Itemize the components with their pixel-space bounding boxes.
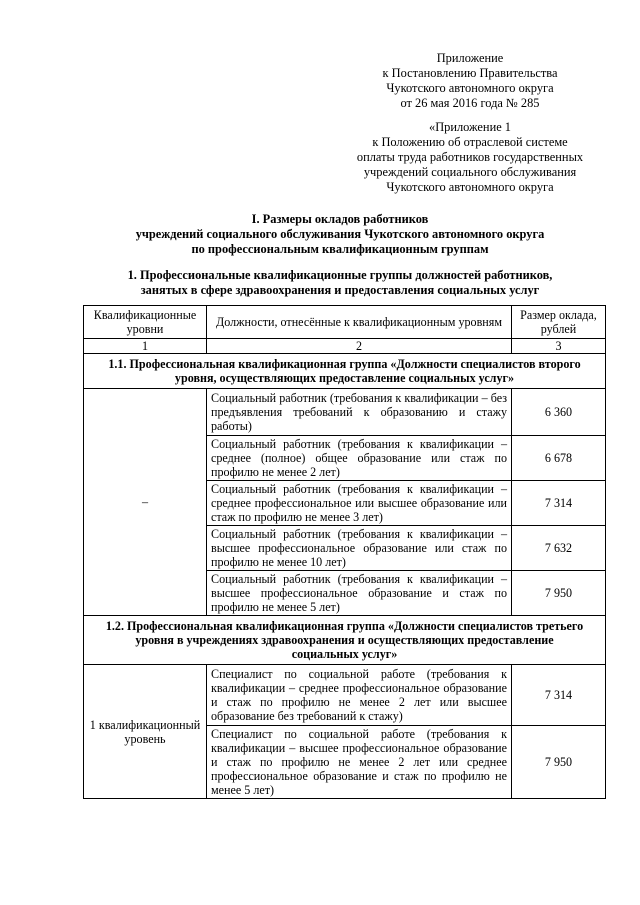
header-levels: Квалификационные уровни	[84, 306, 207, 339]
header-positions: Должности, отнесённые к квалификационным уровням	[207, 306, 512, 339]
table-header-row	[84, 306, 606, 339]
section-title-line: учреждений социального обслуживания Чукотского автономного округа	[135, 227, 545, 241]
appendix-header	[300, 51, 640, 111]
salary-table	[83, 305, 606, 799]
salary-cell: 7 950	[512, 571, 606, 616]
group-title-line: уровня в учреждениях здравоохранения и осуществляющих предоставление	[135, 633, 554, 647]
salary-cell: 7 314	[512, 481, 606, 526]
column-number: 2	[207, 339, 512, 354]
header-salary: Размер оклада, рублей	[512, 306, 606, 339]
position-cell: Специалист по социальной работе (требования к квалификации – высшее профессиональное образование и стаж по профилю не менее 2 лет или среднее профессиональное образование и стаж по профилю не менее 5 лет)	[207, 726, 512, 799]
group-title-row	[84, 354, 606, 389]
position-cell: Социальный работник (требования к квалификации – высшее профессиональное образование или стаж по профилю не менее 10 лет)	[207, 526, 512, 571]
group-title-line: уровня, осуществляющих предоставление социальных услуг»	[174, 371, 515, 385]
group-title-row	[84, 616, 606, 665]
subsection-title-line: занятых в сфере здравоохранения и предоставления социальных услуг	[140, 283, 540, 297]
group-1-level: –	[84, 389, 207, 616]
group-title-line: социальных услуг»	[291, 647, 398, 661]
position-cell: Специалист по социальной работе (требования к квалификации – среднее профессиональное образование и стаж по профилю не менее 2 лет или высшее образование без требований к стажу)	[207, 665, 512, 726]
appendix-subheader-line: оплаты труда работников государственных	[356, 150, 584, 164]
table-row	[84, 389, 606, 436]
position-cell: Социальный работник (требования к квалификации – среднее профессиональное или высшее образование или стаж по профилю не менее 3 лет)	[207, 481, 512, 526]
group-2-level: 1 квалификационный уровень	[84, 665, 207, 799]
salary-cell: 6 360	[512, 389, 606, 436]
appendix-header-line: Чукотского автономного округа	[386, 81, 554, 95]
appendix-subheader-line: учреждений социального обслуживания	[363, 165, 577, 179]
section-title	[60, 212, 620, 257]
salary-cell: 6 678	[512, 436, 606, 481]
position-cell: Социальный работник (требования к квалификации – без предъявления требований к образованию и стажу работы)	[207, 389, 512, 436]
appendix-header-line: Приложение	[436, 51, 504, 65]
subsection-title	[60, 268, 620, 298]
group-2-title	[84, 616, 606, 665]
appendix-header-line: от 26 мая 2016 года № 285	[400, 96, 540, 110]
section-title-line: I. Размеры окладов работников	[251, 212, 429, 226]
salary-cell: 7 950	[512, 726, 606, 799]
subsection-title-line: 1. Профессиональные квалификационные группы должностей работников,	[127, 268, 553, 282]
column-number: 3	[512, 339, 606, 354]
appendix-subheader-line: «Приложение 1	[429, 120, 511, 134]
position-cell: Социальный работник (требования к квалификации – высшее профессиональное образование и стаж по профилю не менее 5 лет)	[207, 571, 512, 616]
section-title-line: по профессиональным квалификационным группам	[191, 242, 489, 256]
group-title-line: 1.1. Профессиональная квалификационная группа «Должности специалистов второго	[108, 357, 581, 371]
salary-cell: 7 314	[512, 665, 606, 726]
group-1-title	[84, 354, 606, 389]
appendix-subheader-line: к Положению об отраслевой системе	[372, 135, 568, 149]
appendix-subheader-line: Чукотского автономного округа	[386, 180, 554, 194]
appendix-header-line: к Постановлению Правительства	[382, 66, 558, 80]
position-cell: Социальный работник (требования к квалификации – среднее (полное) общее образование или стаж по профилю не менее 2 лет)	[207, 436, 512, 481]
salary-cell: 7 632	[512, 526, 606, 571]
column-number-row	[84, 339, 606, 354]
group-title-line: 1.2. Профессиональная квалификационная группа «Должности специалистов третьего	[105, 619, 584, 633]
column-number: 1	[84, 339, 207, 354]
table-row	[84, 665, 606, 726]
appendix-subheader	[300, 120, 640, 195]
